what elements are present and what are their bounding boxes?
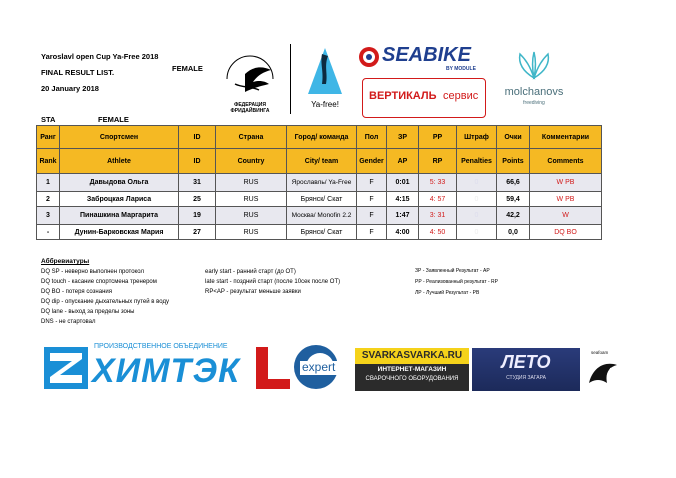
gender-cell: F [357, 207, 387, 225]
svarka-logo [355, 348, 469, 391]
himtek-top-text: ПРОИЗВОДСТВЕННОЕ ОБЪЕДИНЕНИЕ [94, 343, 228, 350]
points-cell: 66,6 [497, 174, 530, 192]
ap-cell: 0:01 [387, 174, 419, 192]
city-cell: Ярославль/ Ya-Free [287, 174, 357, 192]
list-title: FINAL RESULT LIST. [41, 68, 115, 77]
rp-cell: 5: 33 [419, 174, 457, 192]
col-header-country: Страна [216, 126, 287, 149]
rank-cell: 2 [37, 192, 60, 207]
vertical-service-logo [362, 78, 486, 118]
svarka-line2: СВАРОЧНОГО ОБОРУДОВАНИЯ [365, 376, 459, 382]
abbr-item: DQ touch - касание спортсмена тренером [41, 279, 157, 285]
table-row [37, 192, 602, 207]
molchanovs-logo [494, 50, 574, 110]
athlete-cell: Давыдова Ольга [60, 174, 179, 192]
table-row [37, 207, 602, 225]
vertical-logo-text: ВЕРТИКАЛЬ [369, 90, 437, 102]
abbreviations-col2 [205, 267, 340, 297]
gender-cell: F [357, 192, 387, 207]
abbr-item: DQ BO - потеря сознания [41, 289, 112, 295]
col-header-athlete-en: Athlete [60, 149, 179, 174]
leto-logo [472, 348, 580, 391]
seabike-logo-text: SEABIKE [382, 44, 471, 66]
event-title: Yaroslavl open Cup Ya-Free 2018 [41, 52, 159, 61]
gender-cell: F [357, 225, 387, 240]
id-cell: 19 [179, 207, 216, 225]
yafree-logo [300, 44, 350, 114]
ap-cell: 4:15 [387, 192, 419, 207]
col-header-points: Очки [497, 126, 530, 149]
penalty-cell: 0 [457, 225, 497, 240]
athlete-cell: Дунин-Барковская Мария [60, 225, 179, 240]
svarka-line1: ИНТЕРНЕТ-МАГАЗИН [377, 366, 447, 373]
col-header-rp: РР [419, 126, 457, 149]
col-header-city-en: City/ team [287, 149, 357, 174]
expert-logo [254, 343, 352, 391]
comment-cell: W PB [530, 192, 602, 207]
header-row-en [37, 149, 602, 174]
table-row [37, 174, 602, 192]
ap-cell: 4:00 [387, 225, 419, 240]
col-header-comments: Комментарии [530, 126, 602, 149]
molchanovs-logo-sub: freediving [523, 100, 545, 106]
abbr-item: ЗР - Заявленный Результат - AP [415, 268, 490, 274]
col-header-id: ID [179, 126, 216, 149]
yafree-logo-text: Ya-free! [311, 100, 339, 109]
table-row [37, 225, 602, 240]
himtek-logo [42, 343, 250, 391]
abbreviations-col3 [415, 266, 498, 299]
col-header-points-en: Points [497, 149, 530, 174]
col-header-penalty: Штраф [457, 126, 497, 149]
abbr-item: РР - Реализованный результат - RP [415, 279, 498, 285]
abbr-item: DNS - не стартовал [41, 319, 96, 325]
country-cell: RUS [216, 192, 287, 207]
col-header-comments-en: Comments [530, 149, 602, 174]
points-cell: 0,0 [497, 225, 530, 240]
seabike-logo-sub: BY MODULE [446, 66, 476, 72]
points-cell: 59,4 [497, 192, 530, 207]
rank-cell: - [37, 225, 60, 240]
points-cell: 42,2 [497, 207, 530, 225]
leto-text: ЛЕТО [501, 352, 551, 372]
federation-logo [215, 44, 285, 114]
col-header-city: Город/ команда [287, 126, 357, 149]
rp-cell: 4: 57 [419, 192, 457, 207]
vertical-logo-sub: сервис [443, 90, 479, 102]
category-label: FEMALE [172, 64, 203, 73]
expert-text: expert [302, 360, 336, 374]
penalty-cell: 0 [457, 174, 497, 192]
col-header-ap: ЗР [387, 126, 419, 149]
results-table [36, 125, 602, 240]
col-header-ap-en: AP [387, 149, 419, 174]
country-cell: RUS [216, 225, 287, 240]
abbr-item: DQ lane - выход за пределы зоны [41, 309, 135, 315]
leto-sub: СТУДИЯ ЗАГАРА [506, 375, 546, 381]
himtek-text: ХИМТЭК [92, 352, 240, 390]
rp-cell: 4: 50 [419, 225, 457, 240]
comment-cell: W PB [530, 174, 602, 192]
abbr-item: early start - ранний старт (до ОТ) [205, 269, 296, 275]
rank-cell: 3 [37, 207, 60, 225]
athlete-cell: Пинашкина Маргарита [60, 207, 179, 225]
country-cell: RUS [216, 207, 287, 225]
abbr-item: DQ dip - опускание дыхательных путей в воду [41, 299, 169, 305]
abbreviations-title: Аббревиатуры [41, 258, 90, 265]
col-header-gender-en: Gender [357, 149, 387, 174]
city-cell: Москва/ Monofin 2.2 [287, 207, 357, 225]
abbr-item: ЛР - Лучший Результат - PB [415, 290, 480, 296]
col-header-gender: Пол [357, 126, 387, 149]
col-header-rp-en: RP [419, 149, 457, 174]
col-header-athlete: Спортсмен [60, 126, 179, 149]
col-header-rank-en: Rank [37, 149, 60, 174]
abbreviations-col1 [41, 267, 169, 327]
comment-cell: W [530, 207, 602, 225]
city-cell: Брянск/ Скат [287, 225, 357, 240]
molchanovs-logo-text: molchanovs [504, 86, 564, 98]
penalty-cell: 0 [457, 192, 497, 207]
comment-cell: DQ BO [530, 225, 602, 240]
rank-cell: 1 [37, 174, 60, 192]
seafoam-text: seafoam [591, 350, 609, 355]
id-cell: 31 [179, 174, 216, 192]
id-cell: 27 [179, 225, 216, 240]
athlete-cell: Заброцкая Лариса [60, 192, 179, 207]
header-row-ru [37, 126, 602, 149]
country-cell: RUS [216, 174, 287, 192]
discipline-label: STA [41, 115, 56, 124]
rp-cell: 3: 31 [419, 207, 457, 225]
col-header-rank: Ранг [37, 126, 60, 149]
seafoam-logo [583, 348, 623, 391]
col-header-country-en: Country [216, 149, 287, 174]
federation-logo-text: ФЕДЕРАЦИЯ ФРИДАЙВИНГА [230, 102, 270, 114]
penalty-cell: 0 [457, 207, 497, 225]
abbr-item: DQ SP - неверно выполнен протокол [41, 269, 144, 275]
gender-cell: F [357, 174, 387, 192]
abbr-item: RP<AP - результат меньше заявки [205, 289, 301, 295]
seabike-logo [358, 44, 488, 76]
col-header-penalty-en: Penalties [457, 149, 497, 174]
svarka-url: SVARKASVARKA.RU [355, 348, 469, 364]
city-cell: Брянск/ Скат [287, 192, 357, 207]
discipline-category: FEMALE [98, 115, 129, 124]
col-header-id-en: ID [179, 149, 216, 174]
logo-divider [290, 44, 291, 114]
ap-cell: 1:47 [387, 207, 419, 225]
event-date: 20 January 2018 [41, 84, 99, 93]
abbr-item: late start - поздний старт (после 10сек после ОТ) [205, 279, 341, 285]
id-cell: 25 [179, 192, 216, 207]
